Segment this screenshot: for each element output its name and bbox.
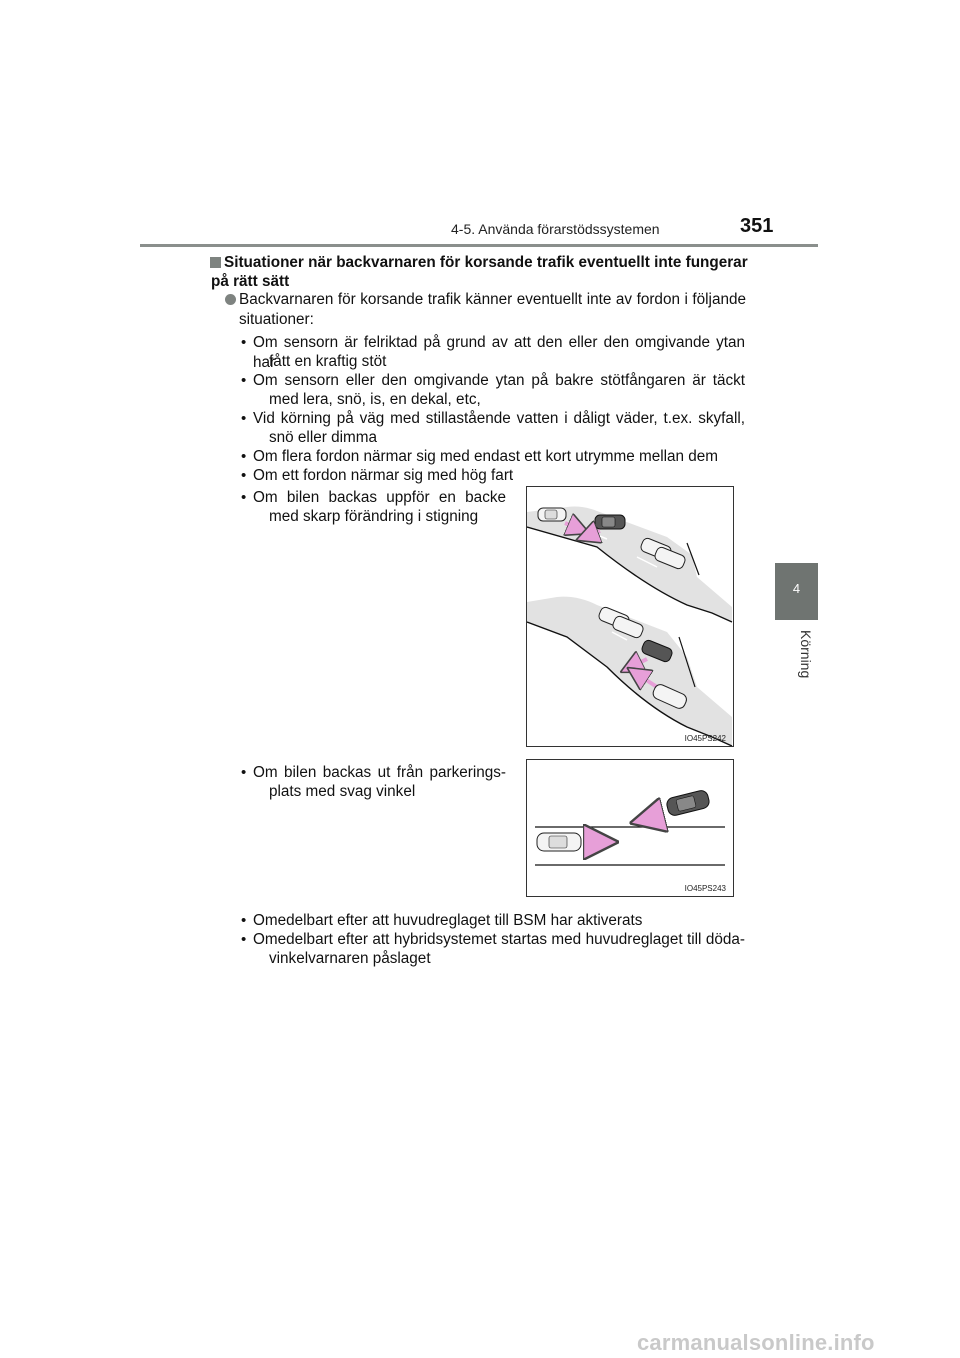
- bullet-9-line-2: vinkelvarnaren påslaget: [269, 950, 431, 967]
- chapter-tab: [775, 563, 818, 620]
- bullet-1-line-1: Om sensorn är felriktad på grund av att den eller den omgivande ytan har: [253, 334, 745, 371]
- bullet-4-line-1: Om flera fordon närmar sig med endast ett kort utrymme mellan dem: [253, 448, 719, 465]
- bullet-dot: •: [241, 372, 247, 389]
- intro-line-2: situationer:: [239, 311, 314, 328]
- square-bullet-icon: [210, 257, 221, 268]
- intro-line-1: Backvarnaren för korsande trafik känner eventuellt inte av fordon i följande: [239, 291, 746, 308]
- car-icon: [537, 833, 581, 851]
- section-title: 4-5. Använda förarstödssystemen: [451, 221, 660, 237]
- bullet-3-line-1: Vid körning på väg med stillastående vatten i dåligt väder, t.ex. skyfall,: [253, 410, 745, 427]
- bullet-dot: •: [241, 931, 247, 948]
- car-icon: [665, 789, 710, 817]
- bullet-1-line-2: fått en kraftig stöt: [269, 353, 387, 370]
- figure-code: IO45PS242: [684, 734, 726, 743]
- angled-parking-illustration: [526, 759, 734, 897]
- bullet-8-line-1: Omedelbart efter att huvudreglaget till BSM har aktiverats: [253, 912, 643, 929]
- bullet-dot: •: [241, 448, 247, 465]
- bullet-9-line-1: Omedelbart efter att hybridsystemet startas med huvudreglaget till döda-: [253, 931, 745, 948]
- bullet-5-line-1: Om ett fordon närmar sig med hög fart: [253, 467, 514, 484]
- bullet-dot: •: [241, 912, 247, 929]
- header-divider: [140, 244, 818, 247]
- bullet-dot: •: [241, 334, 247, 351]
- slope-reversing-illustration: [526, 486, 734, 747]
- chapter-number: 4: [792, 581, 801, 596]
- bullet-dot: •: [241, 489, 247, 506]
- bullet-3-line-2: snö eller dimma: [269, 429, 377, 446]
- bullet-6-line-2: med skarp förändring i stigning: [269, 508, 479, 525]
- bullet-7-line-1: Om bilen backas ut från parkerings-: [253, 764, 506, 781]
- page-number: 351: [740, 215, 774, 237]
- bullet-2-line-2: med lera, snö, is, en dekal, etc,: [269, 391, 481, 408]
- heading-line-2: på rätt sätt: [211, 273, 290, 290]
- figure-code: IO45PS243: [684, 884, 726, 893]
- circle-bullet-icon: [225, 294, 236, 305]
- car-icon: [595, 515, 625, 529]
- watermark-logo[interactable]: carmanualsonline.info: [637, 1330, 875, 1355]
- heading-line-1: Situationer när backvarnaren för korsande trafik eventuellt inte fungerar: [224, 254, 748, 271]
- bullet-dot: •: [241, 467, 247, 484]
- bullet-7-line-2: plats med svag vinkel: [269, 783, 416, 800]
- bullet-dot: •: [241, 764, 247, 781]
- bullet-2-line-1: Om sensorn eller den omgivande ytan på bakre stötfångaren är täckt: [253, 372, 745, 389]
- slope-illustration-svg: [527, 487, 733, 746]
- parking-illustration-svg: [527, 760, 733, 896]
- chapter-label: Körning: [798, 630, 814, 679]
- bullet-dot: •: [241, 410, 247, 427]
- car-icon: [538, 508, 566, 521]
- bullet-6-line-1: Om bilen backas uppför en backe: [253, 489, 506, 506]
